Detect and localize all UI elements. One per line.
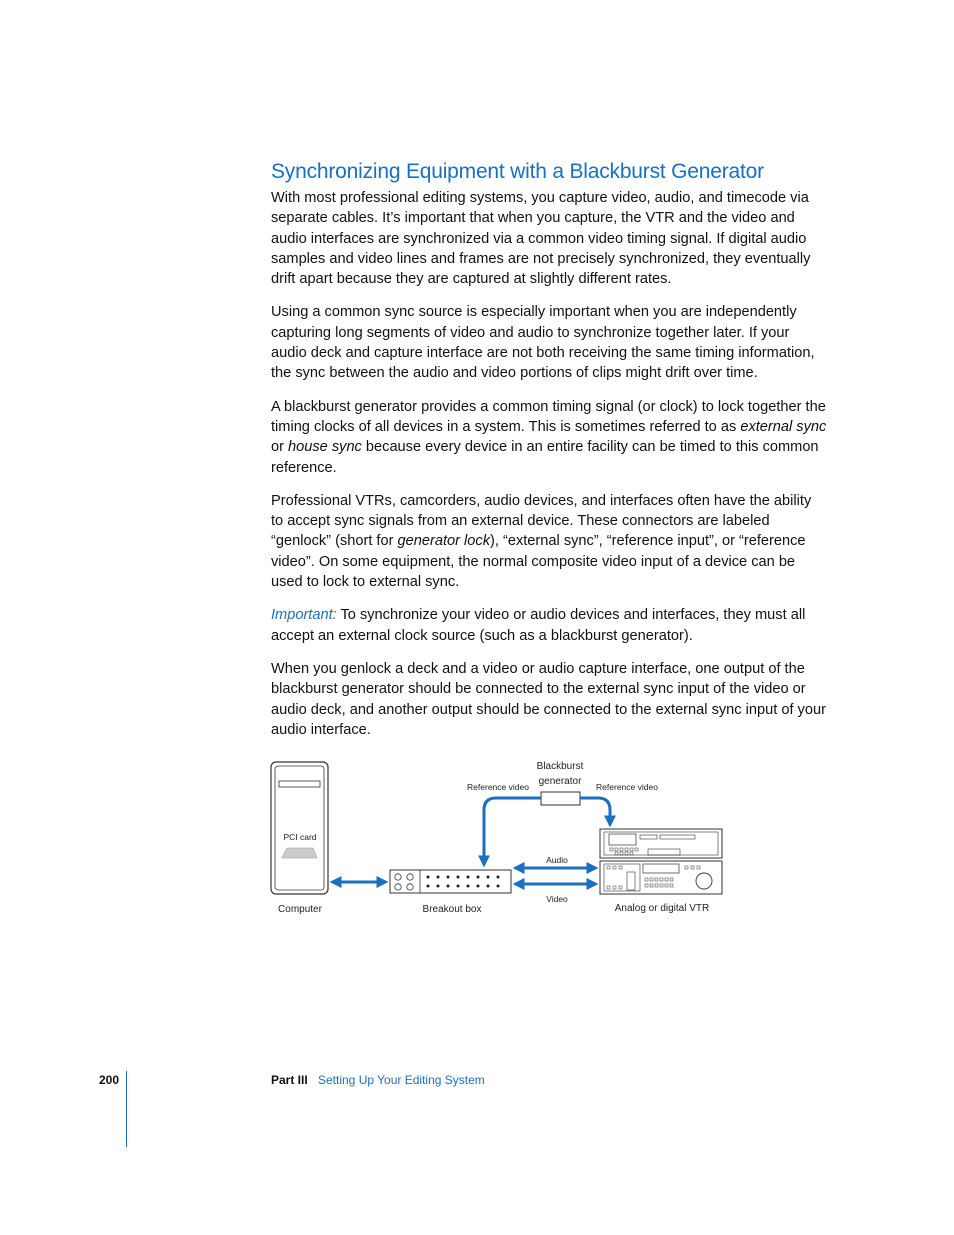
footer-rule bbox=[126, 1071, 127, 1147]
term-external-sync: external sync bbox=[740, 418, 827, 435]
term-house-sync: house sync bbox=[288, 439, 362, 456]
part-title: Setting Up Your Editing System bbox=[318, 1073, 485, 1087]
pci-card-label: PCI card bbox=[283, 832, 317, 842]
important-text: To synchronize your video or audio devices and interfaces, they must all accept an external clock source (such as a blackburst generator). bbox=[271, 607, 806, 644]
important-note bbox=[271, 605, 827, 646]
vtr-label: Analog or digital VTR bbox=[614, 903, 710, 914]
breakout-box-label: Breakout box bbox=[422, 904, 482, 915]
blackburst-label-line2: generator bbox=[538, 776, 582, 787]
paragraph-1: With most professional editing systems, you capture video, audio, and timecode via separate cables. It’s important that when you capture, the VTR and the video and audio interfaces are synchronized via a common video timing signal. If digital audio samples and video lines and frames are not precisely synchronized, they eventually drift apart because they are captured at slightly different rates. bbox=[271, 190, 811, 288]
paragraph-2: Using a common sync source is especially important when you are independently capturing long segments of video and audio to synchronize together later. If your audio deck and capture interface are not both receiving the same timing information, the sync between the audio and video portions of clips might drift over time. bbox=[271, 304, 815, 382]
audio-label: Audio bbox=[546, 855, 568, 865]
paragraph-4-part-b: ), “external sync”, “reference input”, or “reference video”. On some equipment, the normal composite video input of a device can be used to lock to external sync. bbox=[271, 533, 806, 591]
page-number: 200 bbox=[99, 1073, 120, 1087]
video-label: Video bbox=[546, 894, 568, 904]
vtr-lower-unit bbox=[600, 861, 722, 894]
paragraph-5: When you genlock a deck and a video or audio capture interface, one output of the blackburst generator should be connected to the external sync input of the video or audio deck, and another output should be connected to the external sync input of your audio interface. bbox=[271, 660, 826, 738]
paragraph-3-part-c: because every device in an entire facility can be timed to this common reference. bbox=[271, 439, 819, 476]
paragraph-3 bbox=[271, 397, 827, 478]
part-label: Part III bbox=[271, 1073, 308, 1087]
paragraph-4-part-a: Professional VTRs, camcorders, audio devices, and interfaces often have the ability to accept sync signals from an external device. These connectors are labeled “genlock” (short for bbox=[271, 492, 812, 550]
paragraph-3-part-a: A blackburst generator provides a common timing signal (or clock) to lock together the timing clocks of all devices in a system. This is sometimes referred to as bbox=[271, 398, 826, 435]
reference-video-left-label: Reference video bbox=[467, 782, 529, 792]
pci-card-icon bbox=[282, 848, 317, 858]
genlock-diagram bbox=[262, 752, 742, 922]
reference-video-right-label: Reference video bbox=[596, 782, 658, 792]
breakout-box bbox=[390, 870, 511, 893]
important-label: Important: bbox=[271, 607, 337, 624]
computer-label: Computer bbox=[278, 904, 322, 915]
vtr-upper-unit bbox=[600, 829, 722, 858]
section-title: Synchronizing Equipment with a Blackburst Generator bbox=[271, 160, 764, 183]
blackburst-generator-box bbox=[541, 792, 580, 805]
body-text bbox=[271, 188, 827, 753]
blackburst-label-line1: Blackburst bbox=[536, 761, 584, 772]
paragraph-4 bbox=[271, 491, 827, 592]
term-generator-lock: generator lock bbox=[397, 533, 491, 550]
paragraph-3-part-b: or bbox=[271, 439, 289, 456]
computer-tower bbox=[271, 762, 328, 894]
